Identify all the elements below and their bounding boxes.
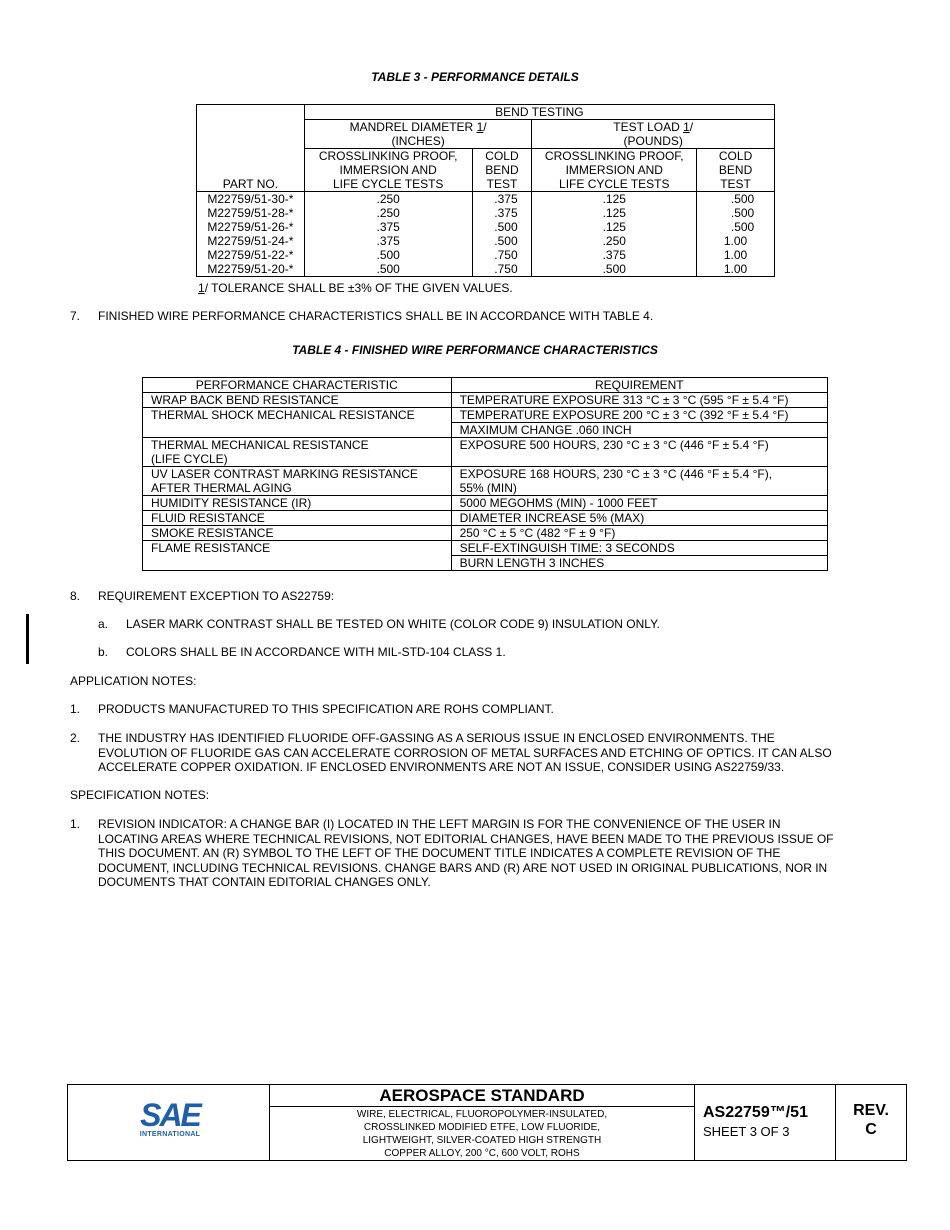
tl-cold-bend-header: COLD BEND TEST bbox=[697, 149, 775, 192]
app-note-1-text: PRODUCTS MANUFACTURED TO THIS SPECIFICATION ARE ROHS COMPLIANT. bbox=[98, 702, 554, 716]
change-bar bbox=[26, 614, 29, 664]
table-row: THERMAL SHOCK MECHANICAL RESISTANCE TEMPERATURE EXPOSURE 200 °C ± 3 °C (392 °F ± 5.4 °F) bbox=[143, 408, 828, 423]
part-no-header: PART NO. bbox=[197, 105, 305, 192]
application-notes-heading: APPLICATION NOTES: bbox=[70, 674, 197, 688]
specification-notes-heading: SPECIFICATION NOTES: bbox=[70, 788, 210, 802]
logo-cell bbox=[68, 1085, 270, 1160]
table-row: FLAME RESISTANCE SELF-EXTINGUISH TIME: 3 SECONDS bbox=[143, 541, 828, 556]
bend-testing-header: BEND TESTING bbox=[304, 105, 774, 120]
app-note-1-number: 1. bbox=[70, 702, 81, 716]
table3-footnote: 1/ TOLERANCE SHALL BE ±3% OF THE GIVEN VALUES. bbox=[198, 281, 513, 295]
spec-note-1-number: 1. bbox=[70, 817, 81, 831]
title-block bbox=[67, 1084, 907, 1161]
table4-title: TABLE 4 - FINISHED WIRE PERFORMANCE CHARACTERISTICS bbox=[292, 343, 658, 357]
item-8-text: REQUIREMENT EXCEPTION TO AS22759: bbox=[98, 589, 335, 603]
document-number: AS22759™/51 bbox=[703, 1104, 808, 1121]
revision-cell bbox=[836, 1085, 906, 1160]
table3-title: TABLE 3 - PERFORMANCE DETAILS bbox=[371, 70, 579, 84]
table-row: M22759/51-30-* .250 .375 .125 .500 bbox=[197, 192, 775, 207]
wire-performance-table bbox=[142, 377, 828, 571]
spec-note-1-text: REVISION INDICATOR: A CHANGE BAR (I) LOCATED IN THE LEFT MARGIN IS FOR THE CONVENIENCE OF THE USER IN LOCATING AREAS WHERE TECHNICAL REVISIONS, NOT EDITORIAL CHANGES, HAVE BEEN MADE TO THE PREVIOUS ISSUE OF THIS DOCUMENT. AN (R) SYMBOL TO THE LEFT OF THE DOCUMENT TITLE INDICATES A COMPLETE REVISION OF THE DOCUMENT, INCLUDING TECHNICAL REVISIONS. CHANGE BARS AND (R) ARE NOT USED IN ORIGINAL PUBLICATIONS, NOR IN DOCUMENTS THAT CONTAIN EDITORIAL CHANGES ONLY. bbox=[98, 817, 834, 889]
performance-details-table bbox=[196, 104, 775, 277]
app-note-2-number: 2. bbox=[70, 731, 81, 745]
tl-crosslinking-header: CROSSLINKING PROOF, IMMERSION AND LIFE CYCLE TESTS bbox=[532, 149, 697, 192]
revision-label: REV. bbox=[853, 1102, 889, 1119]
revision-value: C bbox=[865, 1121, 877, 1138]
table-row: FLUID RESISTANCE DIAMETER INCREASE 5% (MAX) bbox=[143, 511, 828, 526]
standard-title: AEROSPACE STANDARD bbox=[270, 1085, 694, 1107]
sae-logo bbox=[138, 1099, 202, 1138]
sae-logo-mark: SAE bbox=[140, 1097, 200, 1133]
sae-logo-sub: INTERNATIONAL bbox=[139, 1131, 201, 1138]
item-8b-text: COLORS SHALL BE IN ACCORDANCE WITH MIL-STD-104 CLASS 1. bbox=[126, 645, 506, 659]
table-row: HUMIDITY RESISTANCE (IR) 5000 MEGOHMS (MIN) - 1000 FEET bbox=[143, 496, 828, 511]
standard-description: WIRE, ELECTRICAL, FLUOROPOLYMER-INSULATED, CROSSLINKED MODIFIED ETFE, LOW FLUORIDE, LIGHTWEIGHT, SILVER-COATED HIGH STRENGTH COPPER ALLOY, 200 °C, 600 VOLT, ROHS bbox=[356, 1109, 608, 1159]
table-row: THERMAL MECHANICAL RESISTANCE (LIFE CYCLE) EXPOSURE 500 HOURS, 230 °C ± 3 °C (446 °F ± 5.4 °F) bbox=[143, 438, 828, 467]
test-load-header: TEST LOAD 1/ (POUNDS) bbox=[532, 120, 775, 149]
doc-number-cell bbox=[695, 1085, 836, 1160]
table-row: WRAP BACK BEND RESISTANCE TEMPERATURE EXPOSURE 313 °C ± 3 °C (595 °F ± 5.4 °F) bbox=[143, 393, 828, 408]
item-8a-text: LASER MARK CONTRAST SHALL BE TESTED ON WHITE (COLOR CODE 9) INSULATION ONLY. bbox=[126, 617, 660, 631]
description-cell bbox=[270, 1085, 695, 1160]
table-row: UV LASER CONTRAST MARKING RESISTANCE AFTER THERMAL AGING EXPOSURE 168 HOURS, 230 °C ± 3 °C (446 °F ± 5.4 °F), 55% (MIN) bbox=[143, 467, 828, 496]
table-row: M22759/51-20-* .500 .750 .500 1.00 bbox=[197, 262, 775, 277]
table-row: SMOKE RESISTANCE 250 °C ± 5 °C (482 °F ± 9 °F) bbox=[143, 526, 828, 541]
table-row: M22759/51-24-* .375 .500 .250 1.00 bbox=[197, 234, 775, 248]
md-crosslinking-header: CROSSLINKING PROOF, IMMERSION AND LIFE CYCLE TESTS bbox=[304, 149, 472, 192]
app-note-2-text: THE INDUSTRY HAS IDENTIFIED FLUORIDE OFF-GASSING AS A SERIOUS ISSUE IN ENCLOSED ENVIRONMENTS. THE EVOLUTION OF FLUORIDE GAS CAN ACCELERATE CORROSION OF METAL SURFACES AND ETCHING OF OPTICS. IT CAN ALSO ACCELERATE COPPER OXIDATION. IF ENCLOSED ENVIRONMENTS ARE NOT AN ISSUE, CONSIDER USING AS22759/33. bbox=[98, 731, 832, 774]
mandrel-diameter-header: MANDREL DIAMETER 1/ (INCHES) bbox=[304, 120, 532, 149]
item-7-number: 7. bbox=[70, 309, 81, 323]
sheet-number: SHEET 3 OF 3 bbox=[703, 1124, 790, 1139]
table-row: M22759/51-28-* .250 .375 .125 .500 bbox=[197, 206, 775, 220]
table-row: M22759/51-22-* .500 .750 .375 1.00 bbox=[197, 248, 775, 262]
item-8a-label: a. bbox=[98, 617, 109, 631]
item-8b-label: b. bbox=[98, 645, 109, 659]
item-8-number: 8. bbox=[70, 589, 81, 603]
table-row: BURN LENGTH 3 INCHES bbox=[143, 556, 828, 571]
table-header-row: PERFORMANCE CHARACTERISTIC REQUIREMENT bbox=[143, 378, 828, 393]
item-7-text: FINISHED WIRE PERFORMANCE CHARACTERISTICS SHALL BE IN ACCORDANCE WITH TABLE 4. bbox=[98, 309, 654, 323]
md-cold-bend-header: COLD BEND TEST bbox=[472, 149, 532, 192]
table-row: MAXIMUM CHANGE .060 INCH bbox=[143, 423, 828, 438]
table-row: M22759/51-26-* .375 .500 .125 .500 bbox=[197, 220, 775, 234]
